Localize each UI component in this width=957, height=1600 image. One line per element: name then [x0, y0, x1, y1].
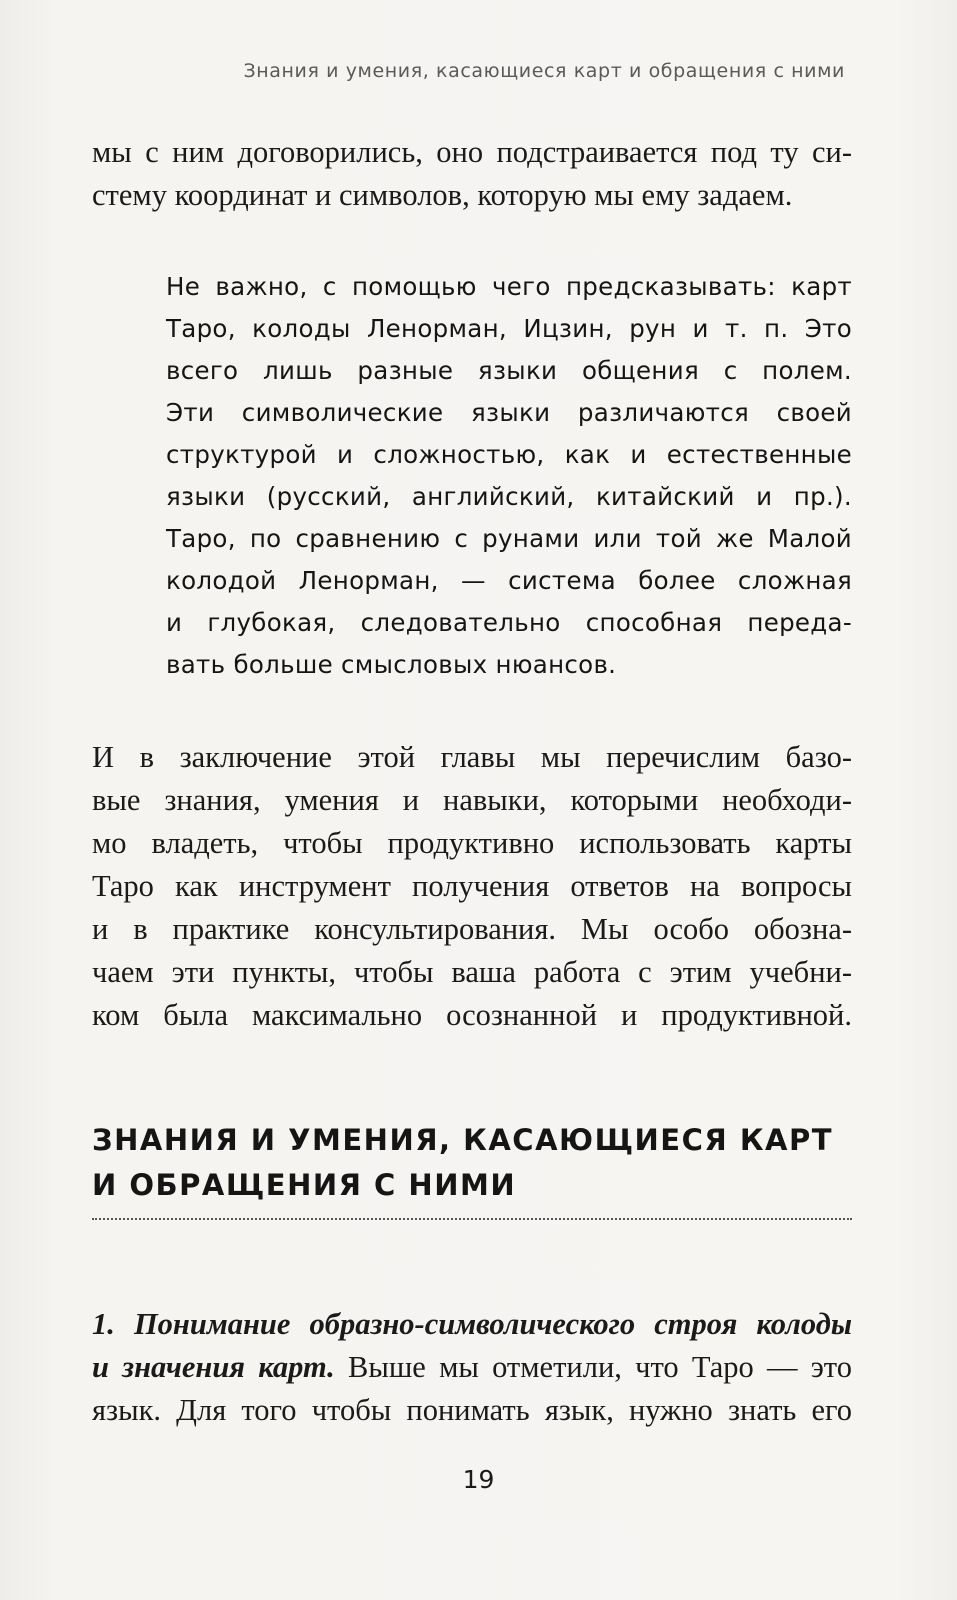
- quote-line: языки (русский, английский, китайский и пр.).: [166, 482, 852, 511]
- quote-line: всего лишь разные языки общения с полем.: [166, 356, 852, 385]
- text-line: [92, 1346, 852, 1389]
- dotted-divider: [92, 1218, 852, 1220]
- text-line: стему координат и символов, которую мы ему задаем.: [92, 178, 793, 212]
- quote-line: Не важно, с помощью чего предсказывать: карт: [166, 272, 852, 301]
- text-line: мо владеть, чтобы продуктивно использовать карты: [92, 826, 852, 860]
- quote-line: Эти символические языки различаются своей: [166, 398, 852, 427]
- section-heading: [92, 1118, 852, 1208]
- heading-line: И ОБРАЩЕНИЯ С НИМИ: [92, 1168, 517, 1202]
- text-line: ком была максимально осознанной и продуктивной.: [92, 998, 852, 1032]
- running-head: Знания и умения, касающиеся карт и обращения с ними: [243, 60, 845, 82]
- quote-line: колодой Ленорман, — система более сложная: [166, 566, 852, 595]
- quote-line: вать больше смысловых нюансов.: [166, 650, 617, 679]
- heading-line: ЗНАНИЯ И УМЕНИЯ, КАСАЮЩИЕСЯ КАРТ: [92, 1123, 833, 1157]
- paragraph-item-1: [92, 1303, 852, 1432]
- paragraph-continuation: [92, 131, 852, 217]
- item-lead: 1. Понимание образно-символического строя колоды: [92, 1307, 852, 1341]
- item-text: Выше мы отметили, что Таро — это: [334, 1350, 852, 1384]
- text-line: язык. Для того чтобы понимать язык, нужно знать его: [92, 1393, 852, 1427]
- paragraph-conclusion: [92, 736, 852, 1037]
- quote-line: Таро, по сравнению с рунами или той же Малой: [166, 524, 852, 553]
- text-line: [92, 1303, 852, 1346]
- text-line: мы с ним договорились, оно подстраивается под ту си-: [92, 135, 852, 169]
- quote-line: структурой и сложностью, как и естественные: [166, 440, 852, 469]
- page-number: 19: [462, 1465, 495, 1494]
- text-line: вые знания, умения и навыки, которыми необходи-: [92, 783, 852, 817]
- item-lead: и значения карт.: [92, 1350, 335, 1384]
- text-line: И в заключение этой главы мы перечислим базо-: [92, 740, 852, 774]
- quote-line: Таро, колоды Ленорман, Ицзин, рун и т. п. Это: [166, 314, 852, 343]
- quote-line: и глубокая, следовательно способная переда-: [166, 608, 852, 637]
- text-line: Таро как инструмент получения ответов на вопросы: [92, 869, 852, 903]
- text-line: чаем эти пункты, чтобы ваша работа с этим учебни-: [92, 955, 852, 989]
- highlighted-quote: [166, 266, 852, 686]
- text-line: и в практике консультирования. Мы особо обозна-: [92, 912, 852, 946]
